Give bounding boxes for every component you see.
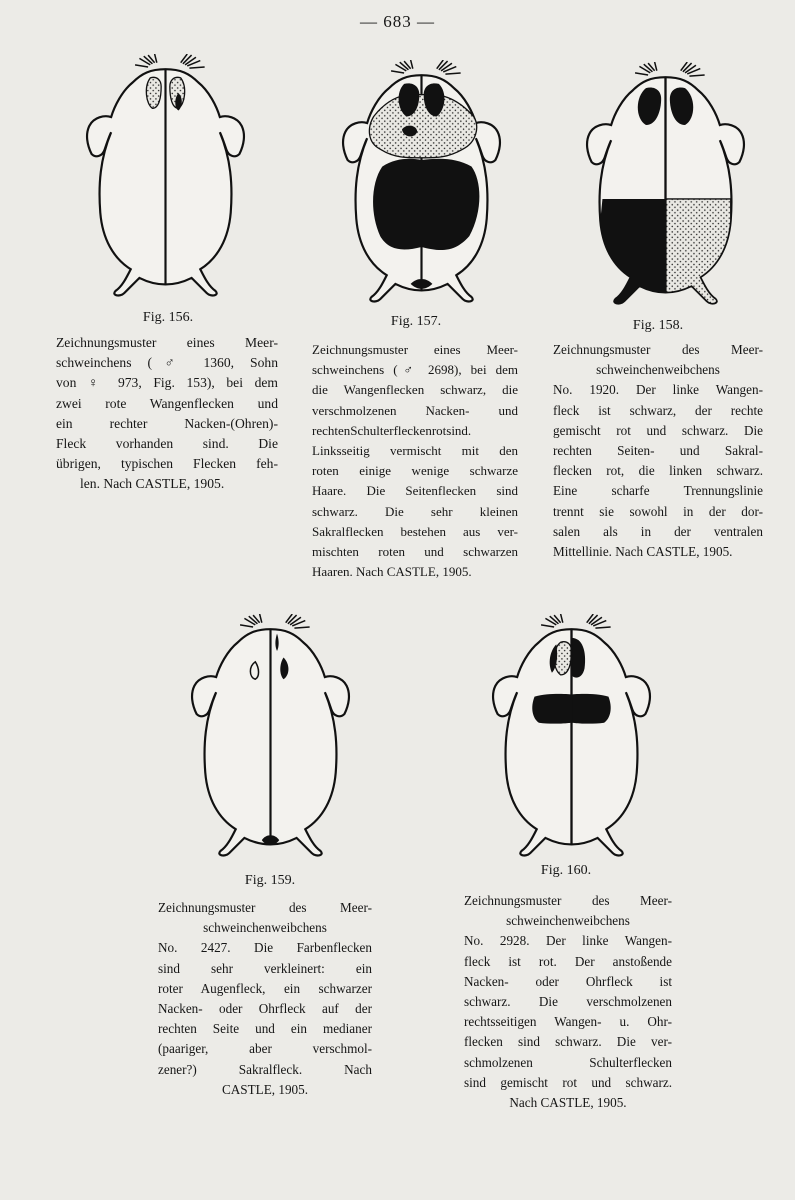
side-spot xyxy=(373,159,479,250)
caption-line: Nacken- oder Ohrfleck ist xyxy=(464,973,672,989)
caption-line: Nacken- oder Ohrfleck auf der xyxy=(158,1001,372,1017)
page-number: — 683 — xyxy=(360,12,435,31)
caption-line: schweinchenweibchens xyxy=(506,913,630,929)
caption-line: Fleck vorhanden sind. Die xyxy=(56,436,278,452)
caption-line: Zeichnungsmuster des Meer- xyxy=(158,900,372,915)
caption-line: No. 2928. Der linke Wangen- xyxy=(464,933,672,949)
figure-157-drawing xyxy=(334,60,509,310)
figure-159-drawing xyxy=(183,614,358,864)
figure-160-drawing xyxy=(484,614,659,864)
caption-line: roter Augenfleck, ein schwarzer xyxy=(158,980,372,996)
figure-157-caption xyxy=(312,340,518,582)
caption-line: flecken rot, die linken schwarz. xyxy=(553,463,763,479)
caption-line: schweinchens (♂ 1360, Sohn xyxy=(56,355,278,371)
left-side-spot xyxy=(600,199,665,304)
caption-line: len. Nach CASTLE, 1905. xyxy=(80,476,225,492)
caption-line: salen als in der ventralen xyxy=(553,523,763,539)
caption-line: sind sehr verkleinert: ein xyxy=(158,960,372,976)
caption-line: rechtsseitigen Wangen- u. Ohr- xyxy=(464,1014,672,1030)
caption-line: Eine scharfe Trennungslinie xyxy=(553,483,763,499)
caption-line: von ♀ 973, Fig. 153), bei dem xyxy=(56,375,278,391)
caption-line: gemischt rot und schwarz. Die xyxy=(553,422,763,438)
figure-160-label: Fig. 160. xyxy=(540,863,592,878)
figure-156-drawing xyxy=(78,54,253,304)
caption-line: Sakralflecken bestehen aus ver- xyxy=(312,523,518,539)
caption-line: schweinchenweibchens xyxy=(203,920,327,936)
caption-line: fleck ist rot. Der anstoßende xyxy=(464,953,672,969)
caption-line: No. 2427. Die Farbenflecken xyxy=(158,940,372,956)
caption-line: zener?) Sakralfleck. Nach xyxy=(158,1061,372,1077)
caption-line: schwarz. Die verschmolzenen xyxy=(464,994,672,1010)
caption-line: Zeichnungsmuster eines Meer- xyxy=(56,335,278,350)
figure-158-caption xyxy=(553,340,763,562)
right-side-spot xyxy=(666,199,731,304)
caption-line: rechten Seite und ein medianer xyxy=(158,1021,372,1037)
caption-line: schwarz. Die sehr kleinen xyxy=(312,503,518,519)
caption-line: übrigen, typischen Flecken feh- xyxy=(56,456,278,472)
caption-line: Zeichnungsmuster des Meer- xyxy=(464,893,672,908)
figure-160-caption xyxy=(464,891,672,1113)
figure-159-label: Fig. 159. xyxy=(244,873,296,888)
caption-line: rechten Seiten- und Sakral- xyxy=(553,443,763,459)
figure-156-caption xyxy=(56,333,278,495)
figure-158-label: Fig. 158. xyxy=(632,318,684,333)
figure-158-drawing xyxy=(578,62,753,312)
caption-line: roten einige wenige schwarze xyxy=(312,463,518,479)
figure-157-label: Fig. 157. xyxy=(390,314,442,329)
caption-line: verschmolzenen Nacken- und xyxy=(312,402,518,418)
caption-line: Zeichnungsmuster eines Meer- xyxy=(312,342,518,357)
caption-line: CASTLE, 1905. xyxy=(221,1081,309,1097)
caption-line: fleck ist schwarz, der rechte xyxy=(553,402,763,418)
caption-line: ein rechter Nacken-(Ohren)- xyxy=(56,415,278,431)
caption-line: zwei rote Wangenflecken und xyxy=(56,395,278,411)
caption-line: schweinchenweibchens xyxy=(596,362,720,378)
caption-line: Linksseitig vermischt mit den xyxy=(312,443,518,459)
caption-line: schmolzenen Schulterflecken xyxy=(464,1054,672,1070)
caption-line: Zeichnungsmuster des Meer- xyxy=(553,342,763,357)
figure-156-label: Fig. 156. xyxy=(142,310,194,325)
caption-line: schweinchens (♂ 2698), bei dem xyxy=(312,362,518,378)
caption-line: rechtenSchulterfleckenrotsind. xyxy=(312,422,472,438)
caption-line: Haare. Die Seitenflecken sind xyxy=(312,483,518,499)
figure-159-caption xyxy=(158,898,372,1100)
caption-line: No. 1920. Der linke Wangen- xyxy=(553,382,763,398)
caption-line: die Wangenflecken schwarz, die xyxy=(312,382,518,398)
caption-line: Nach CASTLE, 1905. xyxy=(509,1095,627,1111)
caption-line: mischten roten und schwarzen xyxy=(312,544,518,560)
left-cheek-spot xyxy=(146,77,161,108)
caption-line: Mittellinie. Nach CASTLE, 1905. xyxy=(553,544,733,560)
caption-line: trennt sie sowohl in der dor- xyxy=(553,503,763,519)
caption-line: Haaren. Nach CASTLE, 1905. xyxy=(312,564,472,580)
caption-line: flecken sind schwarz. Die ver- xyxy=(464,1034,672,1050)
caption-line: (paariger, aber verschmol- xyxy=(158,1041,372,1057)
caption-line: sind gemischt rot und schwarz. xyxy=(464,1074,672,1090)
